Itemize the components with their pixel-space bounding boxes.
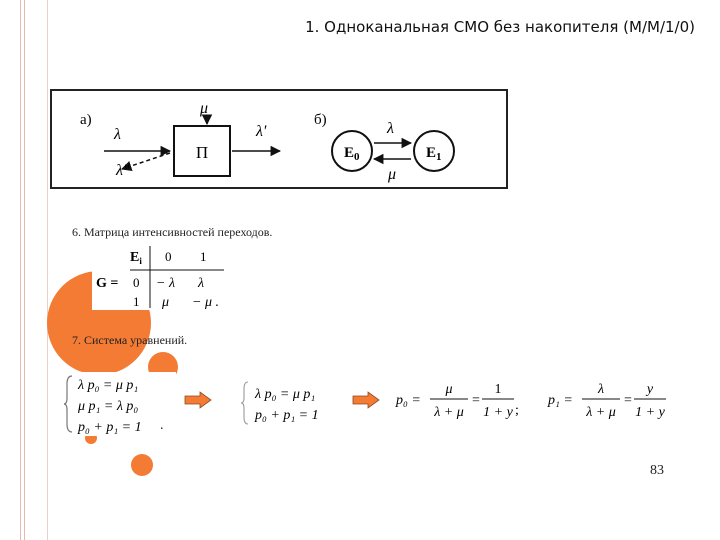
matrix-col0: 0 — [165, 249, 172, 264]
matrix-svg — [92, 244, 226, 310]
matrix-section-title: 6. Матрица интенсивностей переходов. — [72, 225, 273, 239]
matrix-cell-r0c1: λ — [198, 276, 205, 291]
lambda-in-label: λ — [114, 126, 121, 143]
decor-circle-lower — [131, 454, 153, 476]
matrix-g-label: G = — [96, 276, 119, 291]
mu-a-label: μ — [200, 100, 209, 117]
frame-line-left-3 — [47, 0, 48, 540]
queue-diagram-svg — [52, 91, 506, 187]
p0-lhs: p₀ = — [396, 393, 421, 408]
matrix-cell-r1c1: − μ . — [192, 295, 219, 310]
system1-brace — [64, 376, 72, 432]
matrix-row1-label: 1 — [133, 294, 140, 309]
matrix-block — [92, 244, 226, 310]
state-e0-label: $E_0$ — [344, 145, 360, 163]
system1-eq3: p₀ + p₁ = 1 — [78, 420, 142, 435]
lambda-out-label: λ' — [256, 123, 267, 140]
equation-system-2 — [240, 379, 340, 427]
orange-arrow-1 — [184, 391, 212, 409]
state-e1-label: $E_1$ — [426, 145, 442, 163]
part-a-label: а) — [80, 112, 92, 128]
matrix-cell-r0c0: − λ — [156, 276, 176, 291]
lambda-top-label: λ — [387, 120, 394, 137]
p1-eq: = — [624, 393, 632, 408]
equations-section-title: 7. Система уравнений. — [72, 333, 188, 347]
p1-formula — [546, 376, 670, 422]
p1-lhs: p₁ = — [548, 393, 573, 408]
slide-title: 1. Одноканальная СМО без накопителя (M/M/1/0) — [305, 18, 695, 36]
mu-bottom-label: μ — [388, 166, 397, 183]
p0-end: ; — [515, 403, 519, 418]
matrix-row0-label: 0 — [133, 275, 140, 290]
system2-brace — [241, 382, 248, 424]
frame-line-left-1 — [20, 0, 21, 540]
p0-num2: 1 — [494, 382, 502, 397]
p1-den1: λ + μ — [586, 405, 616, 420]
frame-line-left-2 — [24, 0, 25, 540]
p0-formula — [394, 376, 524, 422]
p1-den2: 1 + y — [635, 405, 665, 420]
matrix-col1: 1 — [200, 249, 207, 264]
lambda-reject-label: λ" — [116, 162, 130, 179]
p0-den2: 1 + y — [483, 405, 513, 420]
p1-num2: y — [646, 382, 654, 397]
system2-eq1: λ p₀ = μ p₁ — [255, 387, 316, 402]
page-number: 83 — [650, 463, 664, 478]
system2-eq2: p₀ + p₁ = 1 — [255, 408, 319, 423]
p1-num1: λ — [597, 382, 605, 397]
p0-eq: = — [472, 393, 480, 408]
system1-eq2: μ p₁ = λ p₀ — [78, 399, 139, 414]
system2-svg — [240, 379, 340, 427]
matrix-cell-r1c0: μ — [162, 295, 170, 310]
p0-num1: μ — [445, 382, 453, 397]
system1-dot: . — [160, 418, 164, 433]
part-b-label: б) — [314, 112, 327, 128]
queue-diagram-panel — [50, 89, 508, 189]
matrix-header-label: $E_i$ — [130, 250, 142, 266]
orange-arrow-2 — [352, 391, 380, 409]
p0-den1: λ + μ — [434, 405, 464, 420]
server-label: П — [195, 143, 209, 162]
system1-eq1: λ p₀ = μ p₁ — [78, 378, 139, 393]
